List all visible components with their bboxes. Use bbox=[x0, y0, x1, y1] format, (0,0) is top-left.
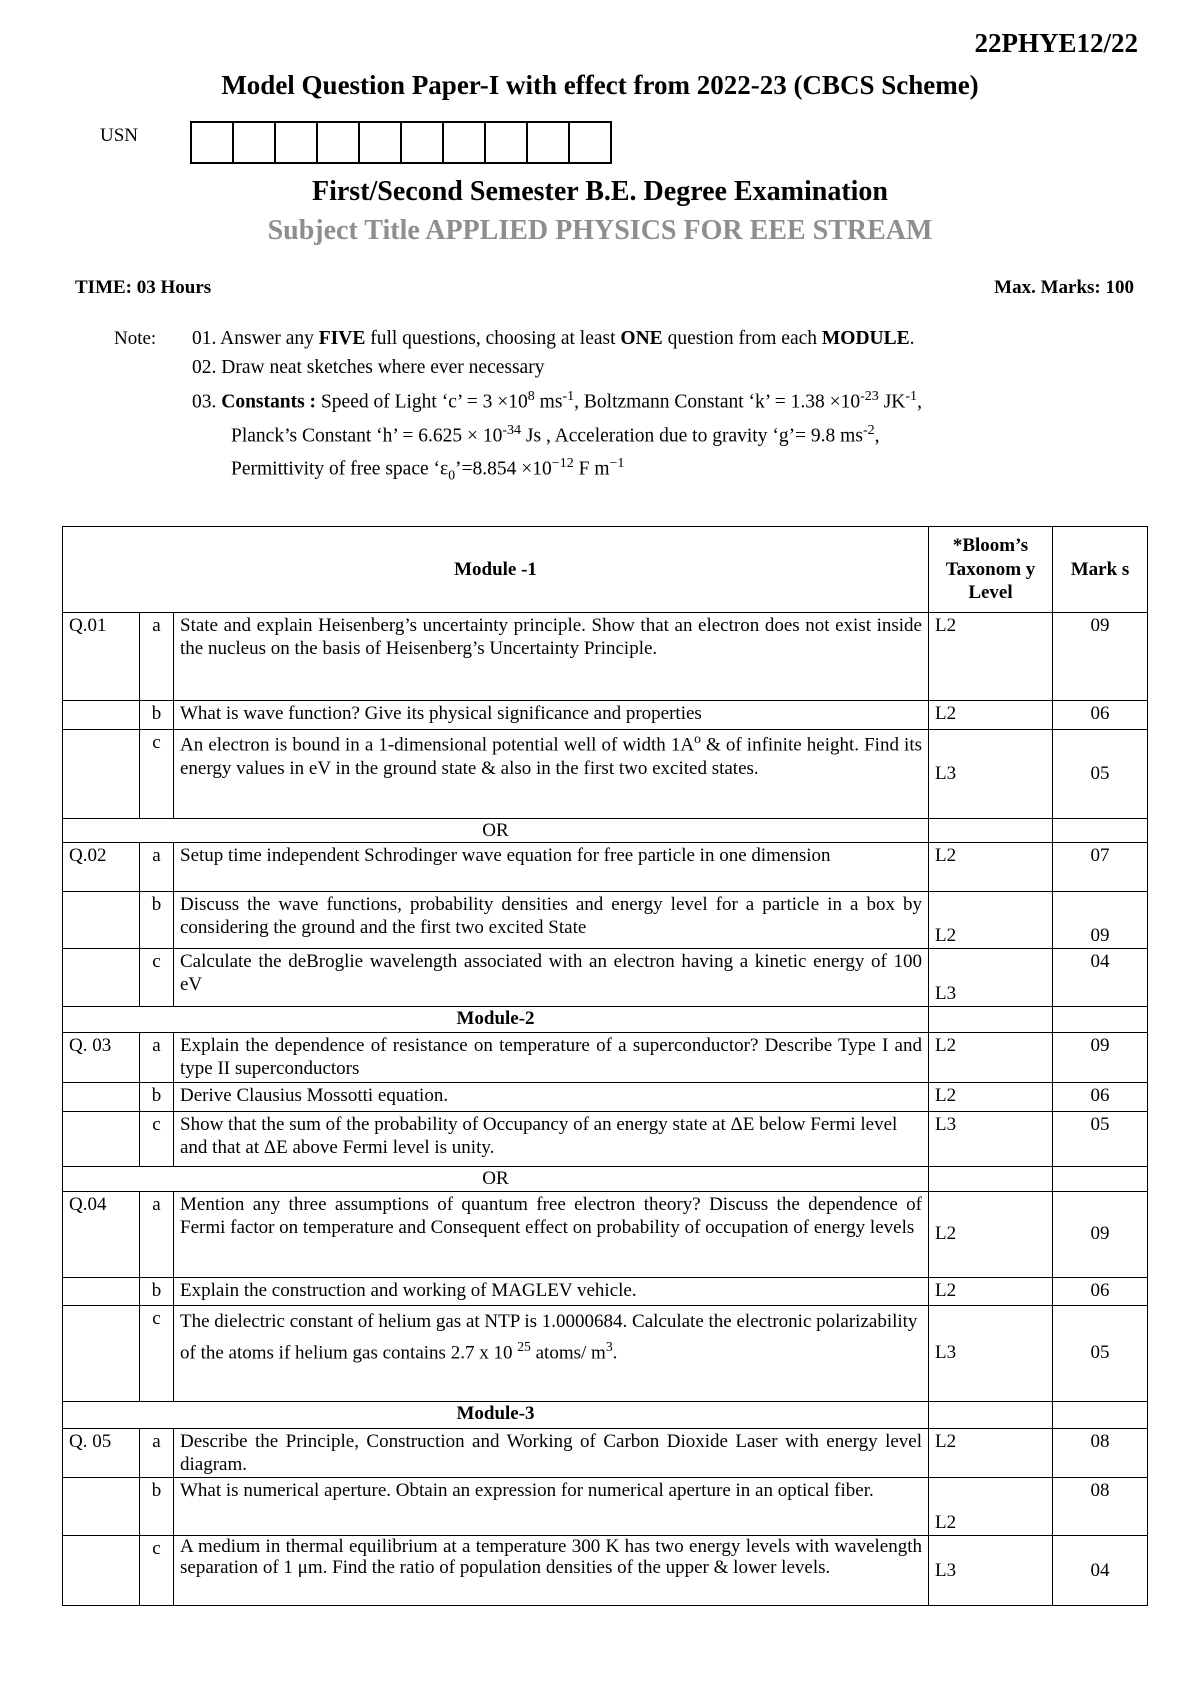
question-number: Q.04 bbox=[63, 1191, 140, 1277]
table-row bbox=[63, 1007, 1148, 1033]
sub-question-letter: c bbox=[140, 1305, 174, 1401]
usn-box[interactable] bbox=[528, 121, 570, 164]
bloom-level: L2 bbox=[929, 1033, 1053, 1082]
question-table bbox=[62, 526, 1148, 1606]
note-item-2: 02. Draw neat sketches where ever necessary bbox=[192, 357, 545, 378]
bloom-level: L3 bbox=[929, 730, 1053, 819]
sub-question-letter: b bbox=[140, 1477, 174, 1535]
sub-question-letter: b bbox=[140, 892, 174, 949]
usn-input-boxes[interactable] bbox=[190, 121, 612, 164]
usn-box[interactable] bbox=[318, 121, 360, 164]
marks: 05 bbox=[1053, 1305, 1148, 1401]
table-row bbox=[63, 1111, 1148, 1166]
bloom-level-header: *Bloom’s Taxonom y Level bbox=[929, 527, 1053, 613]
note-item-3: 03. Constants : Speed of Light ‘c’ = $3 \times 10^8$ $ms^{-1}$, Boltzmann Constant ‘k’ = $1.38 \times 10^{-23}$ $JK^{-1}$, bbox=[192, 388, 922, 413]
marks: 04 bbox=[1053, 1535, 1148, 1605]
question-text: The dielectric constant of helium gas at NTP is 1.0000684. Calculate the electronic polarizability of the atoms if helium gas contains 2.7 x 10 $^{25}$ atoms/ $m^3$. bbox=[174, 1305, 929, 1401]
sub-question-letter: a bbox=[140, 613, 174, 701]
table-row bbox=[63, 1033, 1148, 1082]
max-marks: Max. Marks: 100 bbox=[994, 277, 1134, 298]
bloom-level: L3 bbox=[929, 949, 1053, 1007]
question-number: Q. 05 bbox=[63, 1428, 140, 1477]
usn-box[interactable] bbox=[234, 121, 276, 164]
question-text: Derive Clausius Mossotti equation. bbox=[174, 1082, 929, 1111]
table-row bbox=[63, 949, 1148, 1007]
table-row bbox=[63, 1277, 1148, 1305]
table-row bbox=[63, 730, 1148, 819]
question-text: Explain the construction and working of MAGLEV vehicle. bbox=[174, 1277, 929, 1305]
sub-question-letter: b bbox=[140, 1277, 174, 1305]
exam-time: TIME: 03 Hours bbox=[75, 277, 212, 298]
question-text: A medium in thermal equilibrium at a temperature 300 K has two energy levels with wavelength separation of 1 μm. Find the ratio of population densities of the upper & lower levels. bbox=[174, 1535, 929, 1605]
usn-box[interactable] bbox=[486, 121, 528, 164]
question-number: Q. 03 bbox=[63, 1033, 140, 1082]
bloom-level: L2 bbox=[929, 892, 1053, 949]
marks: 05 bbox=[1053, 730, 1148, 819]
marks: 08 bbox=[1053, 1428, 1148, 1477]
usn-box[interactable] bbox=[444, 121, 486, 164]
note-item-1: 01. Answer any FIVE full questions, choosing at least ONE question from each MODULE. bbox=[192, 328, 915, 349]
sub-question-letter: c bbox=[140, 730, 174, 819]
table-row bbox=[63, 1401, 1148, 1428]
question-text: Show that the sum of the probability of Occupancy of an energy state at ΔE below Fermi level and that at ΔE above Fermi level is unity. bbox=[174, 1111, 929, 1166]
marks: 06 bbox=[1053, 1277, 1148, 1305]
question-text: What is wave function? Give its physical significance and properties bbox=[174, 701, 929, 730]
bloom-level: L2 bbox=[929, 1428, 1053, 1477]
marks: 05 bbox=[1053, 1111, 1148, 1166]
usn-box[interactable] bbox=[276, 121, 318, 164]
sub-question-letter: c bbox=[140, 949, 174, 1007]
paper-code: 22PHYE12/22 bbox=[974, 28, 1138, 58]
bloom-level: L3 bbox=[929, 1305, 1053, 1401]
question-text: Setup time independent Schrodinger wave equation for free particle in one dimension bbox=[174, 843, 929, 892]
module-heading: Module-2 bbox=[63, 1007, 929, 1033]
sub-question-letter: a bbox=[140, 843, 174, 892]
sub-question-letter: b bbox=[140, 701, 174, 730]
exam-title: First/Second Semester B.E. Degree Examination bbox=[311, 176, 888, 207]
module-heading: Module -1 bbox=[63, 527, 929, 613]
table-row bbox=[63, 1166, 1148, 1191]
sub-question-letter: b bbox=[140, 1082, 174, 1111]
usn-label: USN bbox=[100, 125, 139, 146]
note-constants-line-2: Planck’s Constant ‘h’ = $6.625 \times 10^{-34}$ Js , Acceleration due to gravity ‘g’= 9.8 $ms^{-2}$, bbox=[231, 422, 880, 447]
table-header-row bbox=[63, 527, 1148, 613]
marks: 08 bbox=[1053, 1477, 1148, 1535]
usn-box[interactable] bbox=[192, 121, 234, 164]
usn-box[interactable] bbox=[402, 121, 444, 164]
bloom-level: L2 bbox=[929, 1191, 1053, 1277]
question-text: Discuss the wave functions, probability densities and energy level for a particle in a box by considering the ground and the first two excited State bbox=[174, 892, 929, 949]
question-text: An electron is bound in a 1-dimensional potential well of width $1A^o$ & of infinite height. Find its energy values in eV in the ground state & also in the first two excited states. bbox=[174, 730, 929, 819]
question-text: Mention any three assumptions of quantum free electron theory? Discuss the dependence of Fermi factor on temperature and Consequent effect on probability of occupation of energy levels bbox=[174, 1191, 929, 1277]
marks: 09 bbox=[1053, 1191, 1148, 1277]
table-row bbox=[63, 1191, 1148, 1277]
bloom-level: L2 bbox=[929, 701, 1053, 730]
note-constants-line-3: Permittivity of free space ‘$\varepsilon_0’=8.854 \times 10^{-12}$ F $m^{-1}$ bbox=[231, 455, 625, 483]
sub-question-letter: c bbox=[140, 1535, 174, 1605]
usn-box[interactable] bbox=[570, 121, 612, 164]
usn-box[interactable] bbox=[360, 121, 402, 164]
marks: 09 bbox=[1053, 892, 1148, 949]
module-heading: Module-3 bbox=[63, 1401, 929, 1428]
table-row bbox=[63, 1535, 1148, 1605]
table-row bbox=[63, 1477, 1148, 1535]
question-text: Explain the dependence of resistance on temperature of a superconductor? Describe Type I and type II superconductors bbox=[174, 1033, 929, 1082]
marks: 09 bbox=[1053, 613, 1148, 701]
table-row bbox=[63, 1305, 1148, 1401]
or-separator: OR bbox=[63, 1166, 929, 1191]
bloom-level: L3 bbox=[929, 1111, 1053, 1166]
bloom-level: L2 bbox=[929, 843, 1053, 892]
bloom-level: L2 bbox=[929, 613, 1053, 701]
note-label: Note: bbox=[114, 328, 157, 349]
table-row bbox=[63, 701, 1148, 730]
sub-question-letter: c bbox=[140, 1111, 174, 1166]
table-row bbox=[63, 843, 1148, 892]
marks-header: Mark s bbox=[1053, 527, 1148, 613]
bloom-level: L2 bbox=[929, 1277, 1053, 1305]
bloom-level: L3 bbox=[929, 1535, 1053, 1605]
marks: 06 bbox=[1053, 701, 1148, 730]
bloom-level: L2 bbox=[929, 1477, 1053, 1535]
marks: 04 bbox=[1053, 949, 1148, 1007]
table-row bbox=[63, 819, 1148, 843]
question-number: Q.02 bbox=[63, 843, 140, 892]
table-row bbox=[63, 613, 1148, 701]
paper-title: Model Question Paper-I with effect from 2022-23 (CBCS Scheme) bbox=[221, 70, 979, 100]
question-number: Q.01 bbox=[63, 613, 140, 701]
question-text: Calculate the deBroglie wavelength associated with an electron having a kinetic energy of 100 eV bbox=[174, 949, 929, 1007]
marks: 07 bbox=[1053, 843, 1148, 892]
table-row bbox=[63, 1082, 1148, 1111]
question-text: Describe the Principle, Construction and Working of Carbon Dioxide Laser with energy level diagram. bbox=[174, 1428, 929, 1477]
bloom-level: L2 bbox=[929, 1082, 1053, 1111]
sub-question-letter: a bbox=[140, 1033, 174, 1082]
sub-question-letter: a bbox=[140, 1191, 174, 1277]
subject-title: Subject Title APPLIED PHYSICS FOR EEE STREAM bbox=[267, 215, 933, 246]
question-text: State and explain Heisenberg’s uncertainty principle. Show that an electron does not exist inside the nucleus on the basis of Heisenberg’s Uncertainty Principle. bbox=[174, 613, 929, 701]
sub-question-letter: a bbox=[140, 1428, 174, 1477]
marks: 09 bbox=[1053, 1033, 1148, 1082]
table-row bbox=[63, 892, 1148, 949]
table-row bbox=[63, 1428, 1148, 1477]
question-text: What is numerical aperture. Obtain an expression for numerical aperture in an optical fiber. bbox=[174, 1477, 929, 1535]
marks: 06 bbox=[1053, 1082, 1148, 1111]
or-separator: OR bbox=[63, 819, 929, 843]
